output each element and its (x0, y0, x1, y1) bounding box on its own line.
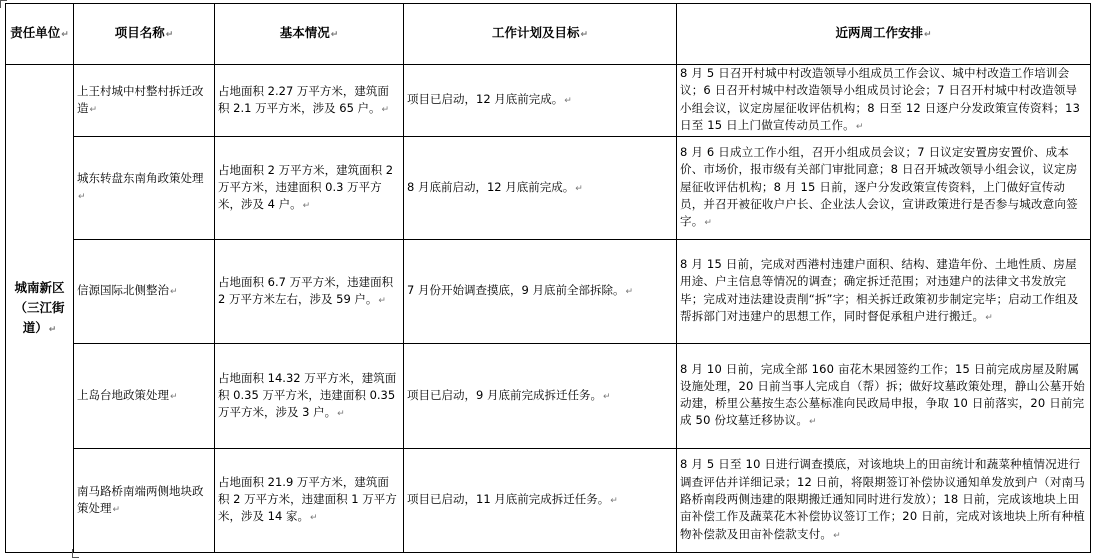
project-name-cell: 南马路桥南端两侧地块政策处理↵ (74, 449, 215, 553)
project-name-cell: 上王村城中村整村拆迁改造↵ (74, 65, 215, 137)
table-row (6, 449, 1091, 553)
plan-cell: 项目已启动，12 月底前完成。↵ (404, 65, 677, 137)
schedule-cell: 8 月 5 日至 10 日进行调查摸底，对该地块上的田亩统计和蔬菜种植情况进行调查评估并详细记录；12 日前，将限期签订补偿协议通知单发放到户（对南马路桥南段两侧违建的限期搬迁通知同时进行发放）；18 日前，完成该地块上田亩补偿工作及蔬菜花木补偿协议签订工作；20 日前，完成对该地块上所有种植物补偿款及田亩补偿款支付。↵ (677, 449, 1091, 553)
plan-cell: 8 月底前启动，12 月底前完成。↵ (404, 137, 677, 240)
basic-info-cell: 占地面积 21.9 万平方米，建筑面积 2 万平方米，违建面积 1 万平方米，涉及 14 家。↵ (215, 449, 404, 553)
header-plan: 工作计划及目标↵ (404, 4, 677, 65)
plan-cell: 项目已启动，9 月底前完成拆迁任务。↵ (404, 344, 677, 449)
header-project: 项目名称↵ (74, 4, 215, 65)
schedule-cell: 8 月 6 日成立工作小组，召开小组成员会议；7 日议定安置房安置价、成本价、市场价，报市级有关部门审批同意；8 日召开城改领导小组会议，议定房屋征收评估机构；8 月 15 日前，逐户分发政策宣传资料，上门做好宣传动员，并召开被征收户户长、企业法人会议，宣讲政策进行是否参与城改意向签字。↵ (677, 137, 1091, 240)
basic-info-cell: 占地面积 2 万平方米，建筑面积 2 万平方米，违建面积 0.3 万平方米，涉及 4 户。↵ (215, 137, 404, 240)
plan-cell: 7 月份开始调查摸底，9 月底前全部拆除。↵ (404, 240, 677, 344)
table-row (6, 240, 1091, 344)
basic-info-cell: 占地面积 6.7 万平方米，违建面积 2 万平方米左右，涉及 59 户。↵ (215, 240, 404, 344)
header-unit: 责任单位↵ (6, 4, 74, 65)
table-header-row (6, 4, 1091, 65)
table-row (6, 65, 1091, 137)
paragraph-end-mark (72, 549, 79, 558)
schedule-cell: 8 月 10 日前，完成全部 160 亩花木果园签约工作；15 日前完成房屋及附属设施处理，20 日前当事人完成自（帮）拆；做好坟墓政策处理，静山公墓开始动建，桥里公墓按生态公墓标准向民政局申报，争取 10 日前落实，20 日前完成 50 份坟墓迁移协议。↵ (677, 344, 1091, 449)
schedule-cell: 8 月 5 日召开村城中村改造领导小组成员工作会议、城中村改造工作培训会议；6 日召开村城中村改造领导小组成员讨论会；7 日召开村城中村改造领导小组会议，议定房屋征收评估机构；8 日至 12 日逐户分发政策宣传资料；13 日至 15 日上门做宣传动员工作。↵ (677, 65, 1091, 137)
schedule-cell: 8 月 15 日前，完成对西港村违建户面积、结构、建造年份、土地性质、房屋用途、户主信息等情况的调查；确定拆迁范围；对违建户的法律文书发放完毕；完成对违法建设责削“拆”字；相关拆迁政策初步制定完毕；启动工作组及帮拆部门对违建户的思想工作，同时督促承租户进行搬迁。↵ (677, 240, 1091, 344)
project-name-cell: 城东转盘东南角政策处理↵ (74, 137, 215, 240)
basic-info-cell: 占地面积 14.32 万平方米，建筑面积 0.35 万平方米，违建面积 0.35 万平方米，涉及 3 户。↵ (215, 344, 404, 449)
project-name-cell: 信源国际北侧整治↵ (74, 240, 215, 344)
work-schedule-table (5, 3, 1091, 553)
basic-info-cell: 占地面积 2.27 万平方米，建筑面积 2.1 万平方米，涉及 65 户。↵ (215, 65, 404, 137)
table-row (6, 137, 1091, 240)
header-basic: 基本情况↵ (215, 4, 404, 65)
project-name-cell: 上岛台地政策处理↵ (74, 344, 215, 449)
table-row (6, 344, 1091, 449)
document-page (5, 3, 1091, 553)
plan-cell: 项目已启动，11 月底前完成拆迁任务。↵ (404, 449, 677, 553)
header-schedule: 近两周工作安排↵ (677, 4, 1091, 65)
responsible-unit-cell: 城南新区（三江街道）↵ (6, 65, 74, 553)
